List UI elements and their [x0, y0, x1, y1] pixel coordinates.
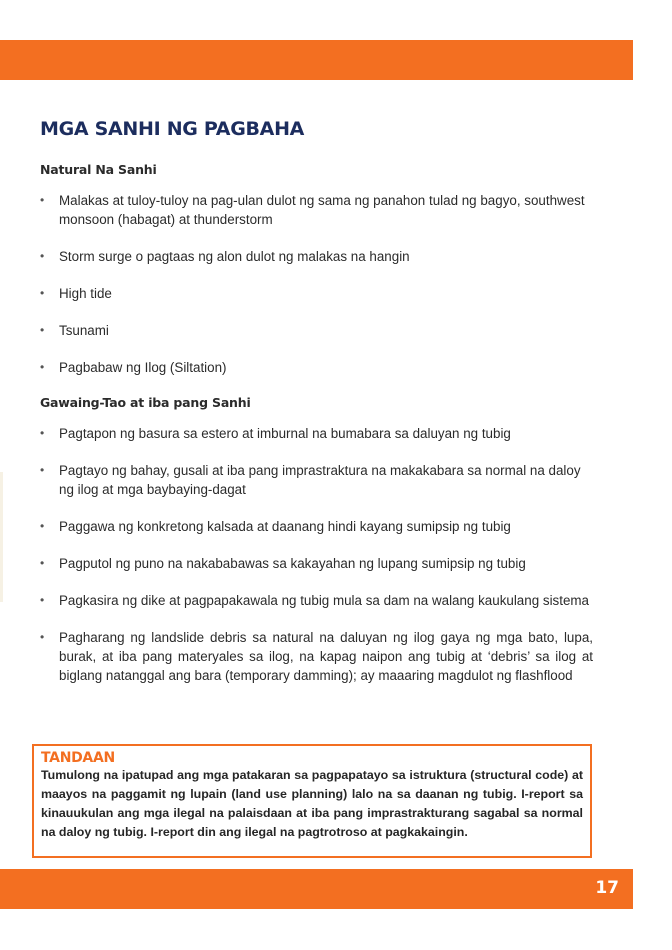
bullet-icon: • — [40, 519, 45, 533]
list-item — [40, 247, 593, 266]
tandaan-callout — [32, 744, 592, 858]
list-item-text: Pagputol ng puno na nakababawas sa kakayahan ng lupang sumipsip ng tubig — [59, 556, 526, 571]
list-item — [40, 554, 593, 573]
list-item — [40, 424, 593, 443]
list-item — [40, 284, 593, 303]
list-item-text: Pagtapon ng basura sa estero at imburnal na bumabara sa daluyan ng tubig — [59, 426, 511, 441]
human-causes-list — [40, 424, 593, 685]
list-item — [40, 321, 593, 340]
footer-band — [0, 869, 633, 909]
bullet-icon: • — [40, 286, 45, 300]
header-band — [0, 40, 633, 80]
list-item-text: Pagbabaw ng Ilog (Siltation) — [59, 360, 227, 375]
bullet-icon: • — [40, 426, 45, 440]
list-item-text: Paggawa ng konkretong kalsada at daanang hindi kayang sumipsip ng tubig — [59, 519, 511, 534]
bullet-icon: • — [40, 556, 45, 570]
tandaan-body: Tumulong na ipatupad ang mga patakaran sa pagpapatayo sa istruktura (structural code) at maayos na paggamit ng lupain (land use planning) lalo na sa daanan ng tubig. I-report sa kinauukulan ang mga ilegal na palaisdaan at iba pang imprastrakturang sagabal sa normal na daloy ng tubig. I-report din ang ilegal na pagtrotroso at pagkakaingin. — [41, 768, 583, 839]
bullet-icon: • — [40, 463, 45, 477]
list-item — [40, 517, 593, 536]
tandaan-title: TANDAAN — [41, 750, 115, 766]
page-edge-mark — [0, 472, 3, 602]
bullet-icon: • — [40, 323, 45, 337]
list-item-text: Pagtayo ng bahay, gusali at iba pang imprastraktura na makakabara sa normal na daloy ng ilog at mga baybaying-dagat — [59, 463, 581, 497]
section-heading-natural: Natural Na Sanhi — [40, 162, 157, 177]
section-heading-human: Gawaing-Tao at iba pang Sanhi — [40, 395, 251, 410]
list-item — [40, 358, 593, 377]
list-item — [40, 628, 593, 685]
natural-causes-list — [40, 191, 593, 377]
bullet-icon: • — [40, 360, 45, 374]
bullet-icon: • — [40, 630, 45, 644]
list-item — [40, 191, 593, 229]
page-number: 17 — [595, 878, 619, 898]
bullet-icon: • — [40, 249, 45, 263]
list-item-text: Tsunami — [59, 323, 109, 338]
list-item-text: Storm surge o pagtaas ng alon dulot ng malakas na hangin — [59, 249, 410, 264]
list-item-text: Pagkasira ng dike at pagpapakawala ng tubig mula sa dam na walang kaukulang sistema — [59, 593, 590, 608]
page-title: MGA SANHI NG PAGBAHA — [40, 118, 305, 140]
list-item-text: Pagharang ng landslide debris sa natural na daluyan ng ilog gaya ng mga bato, lupa, burak, at iba pang materyales sa ilog, na kapag naipon ang tubig at ‘debris’ sa ilog at biglang natanggal ang bara (temporary damming); ay maaaring magdulot ng flashflood — [59, 630, 593, 683]
list-item — [40, 591, 593, 610]
list-item — [40, 461, 593, 499]
list-item-text: Malakas at tuloy-tuloy na pag-ulan dulot ng sama ng panahon tulad ng bagyo, southwest monsoon (habagat) at thunderstorm — [59, 193, 585, 227]
list-item-text: High tide — [59, 286, 112, 301]
bullet-icon: • — [40, 593, 45, 607]
bullet-icon: • — [40, 193, 45, 207]
page-content — [40, 118, 593, 703]
